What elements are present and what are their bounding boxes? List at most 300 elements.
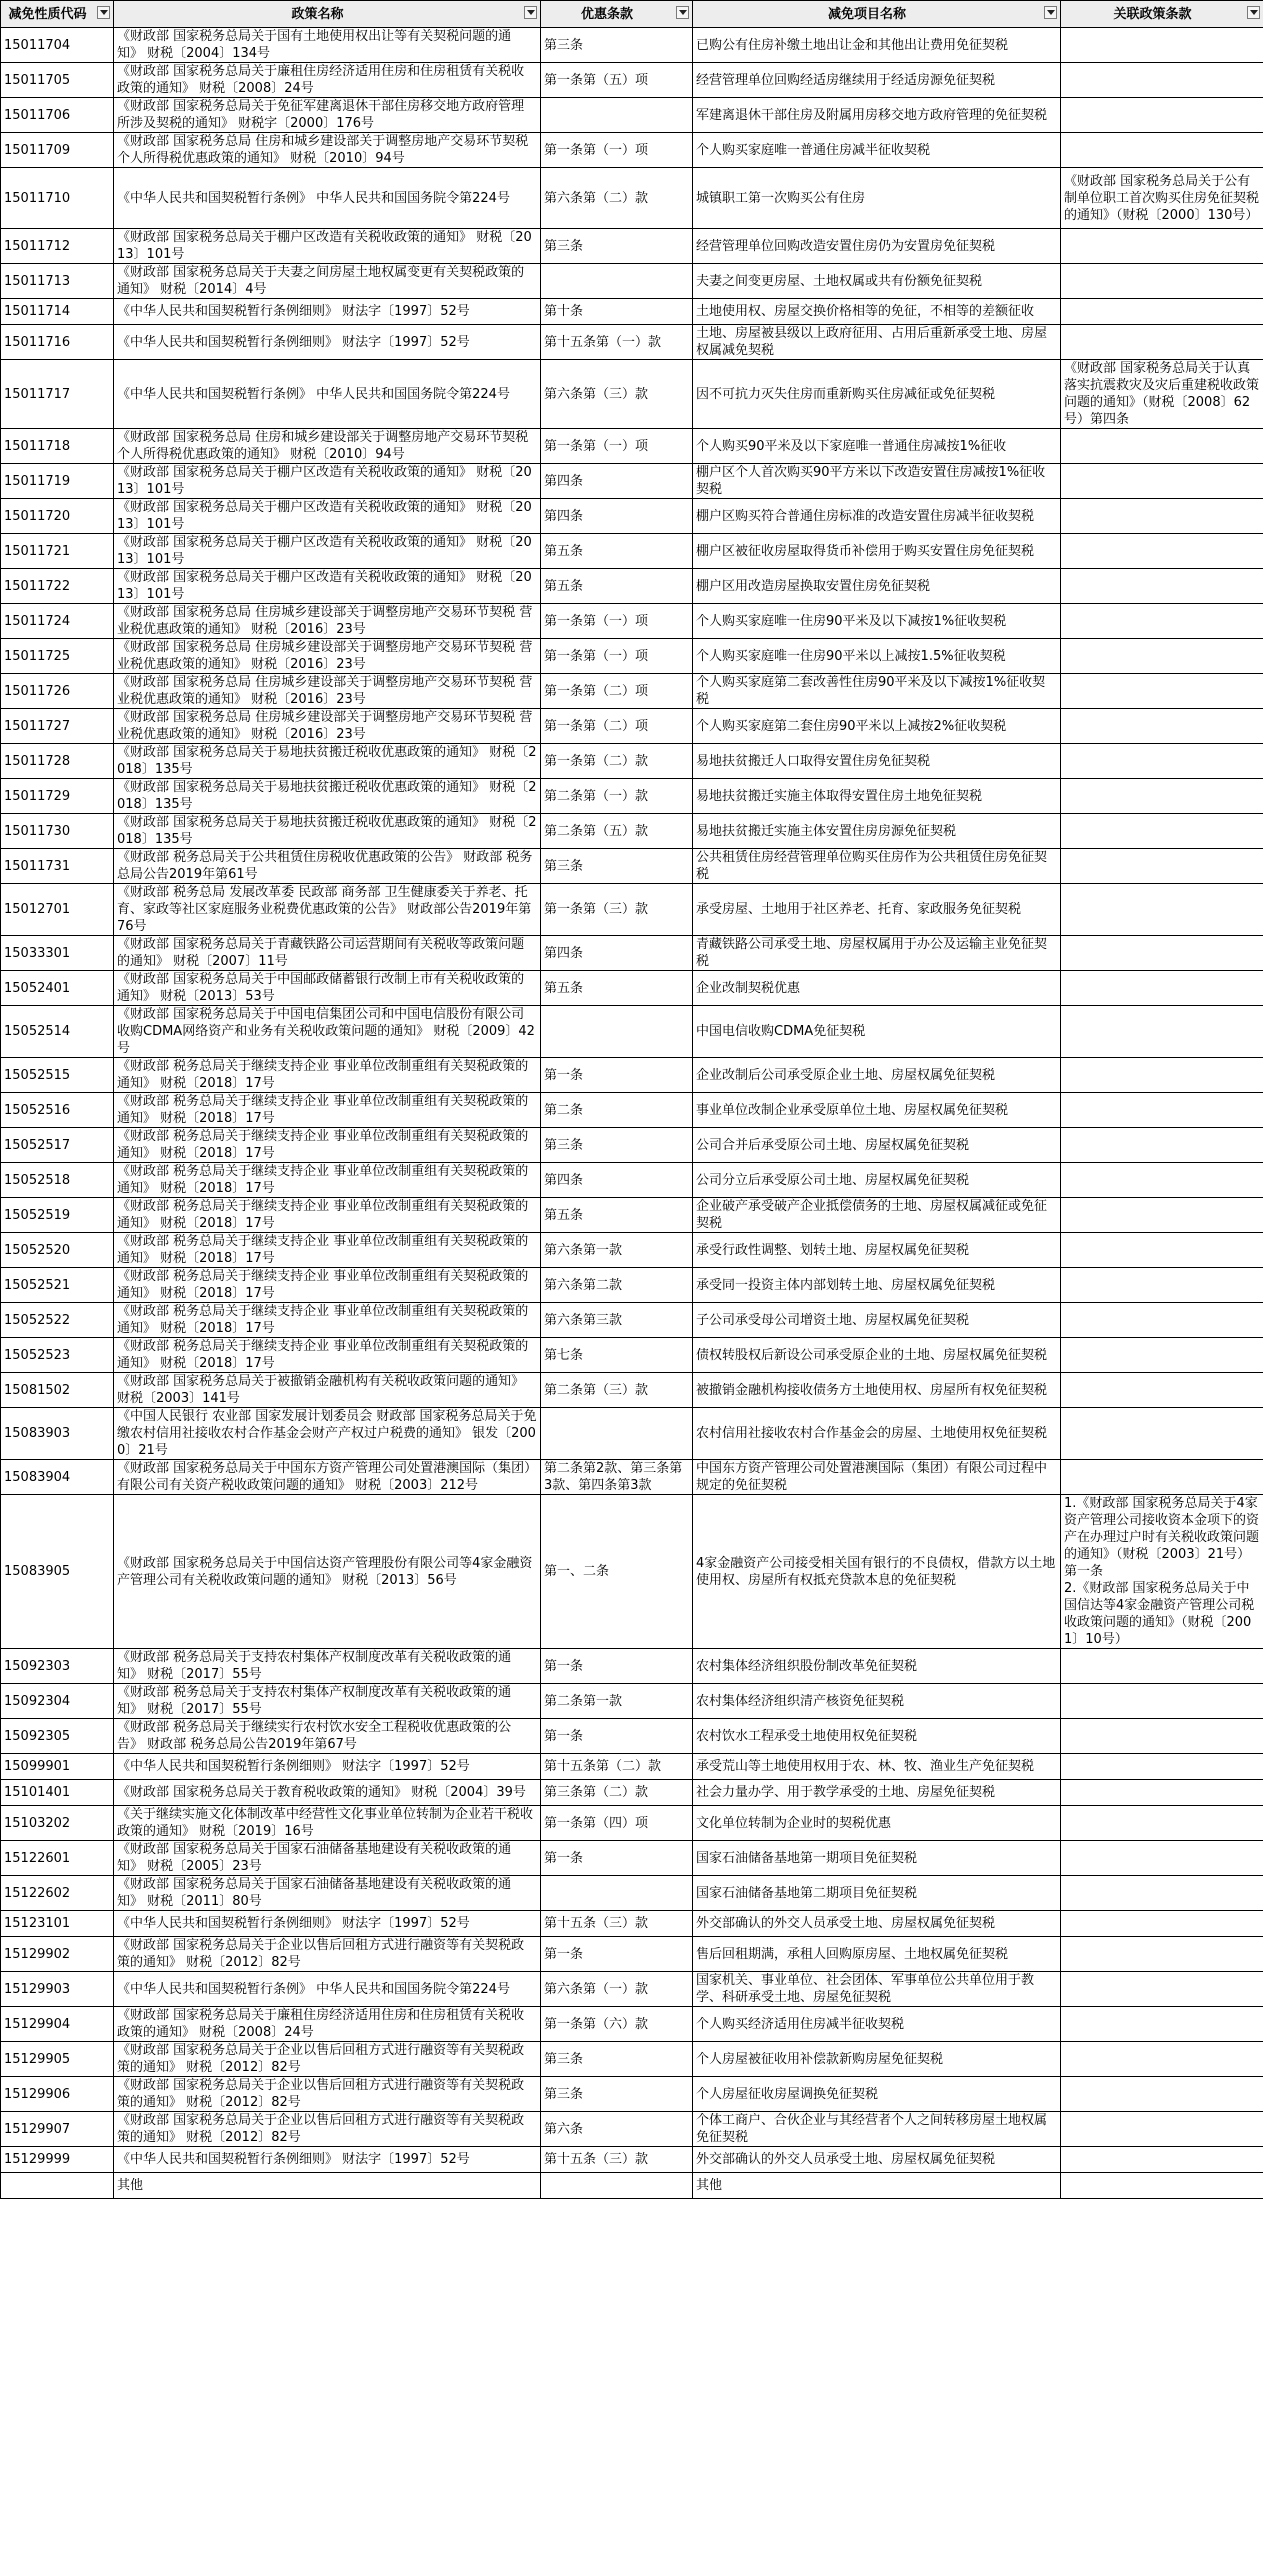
cell-item-name[interactable]: 城镇职工第一次购买公有住房 bbox=[693, 168, 1061, 229]
cell-code[interactable]: 15129907 bbox=[1, 2112, 114, 2147]
cell-related-policy[interactable] bbox=[1061, 814, 1263, 849]
cell-policy-name[interactable]: 《财政部 税务总局关于支持农村集体产权制度改革有关税收政策的通知》 财税〔2017〕55号 bbox=[114, 1684, 541, 1719]
cell-item-name[interactable]: 国家机关、事业单位、社会团体、军事单位公共单位用于教学、科研承受土地、房屋免征契税 bbox=[693, 1972, 1061, 2007]
cell-clause[interactable]: 第三条 bbox=[541, 1128, 693, 1163]
cell-code[interactable]: 15011729 bbox=[1, 779, 114, 814]
cell-code[interactable]: 15011716 bbox=[1, 325, 114, 360]
cell-clause[interactable]: 第四条 bbox=[541, 499, 693, 534]
cell-clause[interactable]: 第一条第（二）项 bbox=[541, 709, 693, 744]
cell-item-name[interactable]: 农村饮水工程承受土地使用权免征契税 bbox=[693, 1719, 1061, 1754]
cell-clause[interactable]: 第一条第（二）款 bbox=[541, 744, 693, 779]
cell-policy-name[interactable]: 《财政部 国家税务总局关于棚户区改造有关税收政策的通知》 财税〔2013〕101号 bbox=[114, 569, 541, 604]
cell-policy-name[interactable]: 《财政部 税务总局关于继续支持企业 事业单位改制重组有关契税政策的通知》 财税〔2018〕17号 bbox=[114, 1233, 541, 1268]
cell-related-policy[interactable] bbox=[1061, 1128, 1263, 1163]
table-row bbox=[1, 744, 1263, 779]
filter-dropdown-icon[interactable] bbox=[524, 6, 537, 19]
filter-dropdown-icon[interactable] bbox=[97, 6, 110, 19]
cell-item-name[interactable]: 承受房屋、土地用于社区养老、托育、家政服务免征契税 bbox=[693, 884, 1061, 936]
cell-code[interactable]: 15011717 bbox=[1, 360, 114, 429]
cell-code[interactable]: 15052515 bbox=[1, 1058, 114, 1093]
cell-code[interactable]: 15011713 bbox=[1, 264, 114, 299]
cell-item-name[interactable]: 土地使用权、房屋交换价格相等的免征，不相等的差额征收 bbox=[693, 299, 1061, 325]
cell-related-policy[interactable] bbox=[1061, 674, 1263, 709]
cell-clause[interactable]: 第十五条（三）款 bbox=[541, 2147, 693, 2173]
filter-dropdown-icon[interactable] bbox=[1247, 6, 1260, 19]
cell-clause[interactable]: 第三条 bbox=[541, 2077, 693, 2112]
cell-policy-name[interactable]: 《财政部 税务总局关于继续支持企业 事业单位改制重组有关契税政策的通知》 财税〔2018〕17号 bbox=[114, 1058, 541, 1093]
cell-clause[interactable]: 第六条第二款 bbox=[541, 1268, 693, 1303]
cell-clause[interactable]: 第六条第（一）款 bbox=[541, 1972, 693, 2007]
cell-clause[interactable]: 第六条第一款 bbox=[541, 1233, 693, 1268]
cell-clause[interactable] bbox=[541, 98, 693, 133]
cell-policy-name[interactable]: 《财政部 国家税务总局关于国家石油储备基地建设有关税收政策的通知》 财税〔2011〕80号 bbox=[114, 1876, 541, 1911]
cell-related-policy[interactable] bbox=[1061, 1198, 1263, 1233]
cell-item-name[interactable]: 公司合并后承受原公司土地、房屋权属免征契税 bbox=[693, 1128, 1061, 1163]
cell-item-name[interactable]: 经营管理单位回购改造安置住房仍为安置房免征契税 bbox=[693, 229, 1061, 264]
cell-policy-name[interactable]: 《中华人民共和国契税暂行条例》 中华人民共和国国务院令第224号 bbox=[114, 360, 541, 429]
cell-related-policy[interactable] bbox=[1061, 2112, 1263, 2147]
cell-item-name[interactable]: 夫妻之间变更房屋、土地权属或共有份额免征契税 bbox=[693, 264, 1061, 299]
cell-code[interactable]: 15011720 bbox=[1, 499, 114, 534]
cell-policy-name[interactable]: 《财政部 国家税务总局关于夫妻之间房屋土地权属变更有关契税政策的通知》 财税〔2014〕4号 bbox=[114, 264, 541, 299]
cell-code[interactable]: 15083905 bbox=[1, 1495, 114, 1649]
cell-policy-name[interactable]: 《财政部 税务总局关于继续支持企业 事业单位改制重组有关契税政策的通知》 财税〔2018〕17号 bbox=[114, 1268, 541, 1303]
table-row bbox=[1, 1006, 1263, 1058]
cell-code[interactable]: 15011731 bbox=[1, 849, 114, 884]
cell-clause[interactable]: 第一条第（二）项 bbox=[541, 674, 693, 709]
cell-policy-name[interactable]: 《财政部 国家税务总局关于青藏铁路公司运营期间有关税收等政策问题的通知》 财税〔2007〕11号 bbox=[114, 936, 541, 971]
cell-clause[interactable]: 第二条第一款 bbox=[541, 1684, 693, 1719]
cell-item-name[interactable]: 承受同一投资主体内部划转土地、房屋权属免征契税 bbox=[693, 1268, 1061, 1303]
cell-code[interactable]: 15052401 bbox=[1, 971, 114, 1006]
cell-related-policy[interactable] bbox=[1061, 1460, 1263, 1495]
cell-item-name[interactable]: 国家石油储备基地第一期项目免征契税 bbox=[693, 1841, 1061, 1876]
cell-related-policy[interactable] bbox=[1061, 1876, 1263, 1911]
cell-policy-name[interactable]: 《财政部 国家税务总局关于棚户区改造有关税收政策的通知》 财税〔2013〕101号 bbox=[114, 499, 541, 534]
cell-item-name[interactable]: 企业破产承受破产企业抵偿债务的土地、房屋权属减征或免征契税 bbox=[693, 1198, 1061, 1233]
cell-policy-name[interactable]: 《财政部 国家税务总局关于廉租住房经济适用住房和住房租赁有关税收政策的通知》 财税〔2008〕24号 bbox=[114, 63, 541, 98]
cell-policy-name[interactable]: 《中华人民共和国契税暂行条例细则》 财法字〔1997〕52号 bbox=[114, 1911, 541, 1937]
cell-clause[interactable]: 第七条 bbox=[541, 1338, 693, 1373]
cell-related-policy[interactable] bbox=[1061, 884, 1263, 936]
cell-policy-name[interactable]: 《财政部 税务总局关于继续实行农村饮水安全工程税收优惠政策的公告》 财政部 税务总局公告2019年第67号 bbox=[114, 1719, 541, 1754]
cell-policy-name[interactable]: 《财政部 国家税务总局关于棚户区改造有关税收政策的通知》 财税〔2013〕101号 bbox=[114, 229, 541, 264]
cell-code[interactable]: 15101401 bbox=[1, 1780, 114, 1806]
cell-policy-name[interactable]: 《中华人民共和国契税暂行条例》 中华人民共和国国务院令第224号 bbox=[114, 168, 541, 229]
cell-clause[interactable] bbox=[541, 2173, 693, 2199]
cell-related-policy[interactable] bbox=[1061, 1684, 1263, 1719]
cell-related-policy[interactable] bbox=[1061, 63, 1263, 98]
cell-policy-name[interactable]: 《财政部 国家税务总局关于教育税收政策的通知》 财税〔2004〕39号 bbox=[114, 1780, 541, 1806]
cell-policy-name[interactable]: 《财政部 税务总局 发展改革委 民政部 商务部 卫生健康委关于养老、托育、家政等社区家庭服务业税费优惠政策的公告》 财政部公告2019年第76号 bbox=[114, 884, 541, 936]
cell-policy-name[interactable]: 《财政部 国家税务总局关于廉租住房经济适用住房和住房租赁有关税收政策的通知》 财税〔2008〕24号 bbox=[114, 2007, 541, 2042]
cell-related-policy[interactable] bbox=[1061, 133, 1263, 168]
cell-item-name[interactable]: 因不可抗力灭失住房而重新购买住房减征或免征契税 bbox=[693, 360, 1061, 429]
cell-policy-name[interactable]: 《财政部 国家税务总局 住房城乡建设部关于调整房地产交易环节契税 营业税优惠政策的通知》 财税〔2016〕23号 bbox=[114, 674, 541, 709]
cell-code[interactable]: 15122602 bbox=[1, 1876, 114, 1911]
cell-code[interactable]: 15129999 bbox=[1, 2147, 114, 2173]
cell-policy-name[interactable]: 《中国人民银行 农业部 国家发展计划委员会 财政部 国家税务总局关于免缴农村信用社接收农村合作基金会财产产权过户税费的通知》 银发〔2000〕21号 bbox=[114, 1408, 541, 1460]
cell-related-policy[interactable] bbox=[1061, 1233, 1263, 1268]
table-row bbox=[1, 1128, 1263, 1163]
table-row bbox=[1, 1268, 1263, 1303]
cell-policy-name[interactable]: 《财政部 国家税务总局关于企业以售后回租方式进行融资等有关契税政策的通知》 财税〔2012〕82号 bbox=[114, 2112, 541, 2147]
cell-clause[interactable]: 第六条第（二）款 bbox=[541, 168, 693, 229]
cell-item-name[interactable]: 子公司承受母公司增资土地、房屋权属免征契税 bbox=[693, 1303, 1061, 1338]
cell-related-policy[interactable] bbox=[1061, 779, 1263, 814]
cell-policy-name[interactable]: 《财政部 税务总局关于继续支持企业 事业单位改制重组有关契税政策的通知》 财税〔2018〕17号 bbox=[114, 1198, 541, 1233]
cell-related-policy[interactable] bbox=[1061, 1754, 1263, 1780]
table-row bbox=[1, 464, 1263, 499]
cell-related-policy[interactable] bbox=[1061, 2077, 1263, 2112]
cell-related-policy[interactable] bbox=[1061, 98, 1263, 133]
cell-code[interactable]: 15052517 bbox=[1, 1128, 114, 1163]
cell-related-policy[interactable] bbox=[1061, 229, 1263, 264]
cell-clause[interactable]: 第五条 bbox=[541, 534, 693, 569]
cell-clause[interactable]: 第十五条（三）款 bbox=[541, 1911, 693, 1937]
cell-item-name[interactable]: 其他 bbox=[693, 2173, 1061, 2199]
cell-code[interactable]: 15011728 bbox=[1, 744, 114, 779]
cell-policy-name[interactable]: 《财政部 国家税务总局 住房和城乡建设部关于调整房地产交易环节契税个人所得税优惠政策的通知》 财税〔2010〕94号 bbox=[114, 429, 541, 464]
cell-related-policy[interactable] bbox=[1061, 1373, 1263, 1408]
cell-clause[interactable]: 第一条 bbox=[541, 1937, 693, 1972]
cell-policy-name[interactable]: 《财政部 国家税务总局关于易地扶贫搬迁税收优惠政策的通知》 财税〔2018〕135号 bbox=[114, 779, 541, 814]
cell-policy-name[interactable]: 《财政部 国家税务总局关于易地扶贫搬迁税收优惠政策的通知》 财税〔2018〕135号 bbox=[114, 744, 541, 779]
cell-item-name[interactable]: 个人购买家庭第二套住房90平米以上减按2%征收契税 bbox=[693, 709, 1061, 744]
cell-code[interactable]: 15052519 bbox=[1, 1198, 114, 1233]
cell-item-name[interactable]: 外交部确认的外交人员承受土地、房屋权属免征契税 bbox=[693, 2147, 1061, 2173]
cell-policy-name[interactable]: 《财政部 国家税务总局关于企业以售后回租方式进行融资等有关契税政策的通知》 财税〔2012〕82号 bbox=[114, 2042, 541, 2077]
cell-clause[interactable]: 第一条 bbox=[541, 1719, 693, 1754]
cell-policy-name[interactable]: 《财政部 国家税务总局关于中国电信集团公司和中国电信股份有限公司收购CDMA网络资产和业务有关税收政策问题的通知》 财税〔2009〕42号 bbox=[114, 1006, 541, 1058]
cell-code[interactable]: 15123101 bbox=[1, 1911, 114, 1937]
cell-clause[interactable] bbox=[541, 1006, 693, 1058]
cell-clause[interactable]: 第一、二条 bbox=[541, 1495, 693, 1649]
cell-policy-name[interactable]: 《财政部 税务总局关于继续支持企业 事业单位改制重组有关契税政策的通知》 财税〔2018〕17号 bbox=[114, 1163, 541, 1198]
cell-code[interactable]: 15083903 bbox=[1, 1408, 114, 1460]
cell-clause[interactable]: 第一条第（四）项 bbox=[541, 1806, 693, 1841]
cell-item-name[interactable]: 个人购买家庭唯一住房90平米及以下减按1%征收契税 bbox=[693, 604, 1061, 639]
cell-code[interactable]: 15052521 bbox=[1, 1268, 114, 1303]
cell-policy-name[interactable]: 《财政部 国家税务总局 住房城乡建设部关于调整房地产交易环节契税 营业税优惠政策的通知》 财税〔2016〕23号 bbox=[114, 604, 541, 639]
cell-policy-name[interactable]: 《财政部 税务总局关于公共租赁住房税收优惠政策的公告》 财政部 税务总局公告2019年第61号 bbox=[114, 849, 541, 884]
cell-code[interactable]: 15011724 bbox=[1, 604, 114, 639]
cell-item-name[interactable]: 个体工商户、合伙企业与其经营者个人之间转移房屋土地权属免征契税 bbox=[693, 2112, 1061, 2147]
cell-item-name[interactable]: 外交部确认的外交人员承受土地、房屋权属免征契税 bbox=[693, 1911, 1061, 1937]
cell-related-policy[interactable] bbox=[1061, 1841, 1263, 1876]
cell-clause[interactable] bbox=[541, 1876, 693, 1911]
cell-clause[interactable]: 第一条第（一）项 bbox=[541, 429, 693, 464]
cell-item-name[interactable]: 个人购买家庭唯一普通住房减半征收契税 bbox=[693, 133, 1061, 168]
cell-code[interactable]: 15092303 bbox=[1, 1649, 114, 1684]
cell-code[interactable]: 15129906 bbox=[1, 2077, 114, 2112]
cell-code[interactable]: 15129905 bbox=[1, 2042, 114, 2077]
cell-related-policy[interactable] bbox=[1061, 1911, 1263, 1937]
cell-clause[interactable]: 第五条 bbox=[541, 569, 693, 604]
cell-related-policy[interactable] bbox=[1061, 1719, 1263, 1754]
cell-code[interactable]: 15011705 bbox=[1, 63, 114, 98]
cell-policy-name[interactable]: 《财政部 国家税务总局关于国家石油储备基地建设有关税收政策的通知》 财税〔2005〕23号 bbox=[114, 1841, 541, 1876]
cell-clause[interactable]: 第二条第（一）款 bbox=[541, 779, 693, 814]
cell-item-name[interactable]: 易地扶贫搬迁实施主体取得安置住房土地免征契税 bbox=[693, 779, 1061, 814]
cell-clause[interactable]: 第二条第（三）款 bbox=[541, 1373, 693, 1408]
cell-clause[interactable]: 第一条 bbox=[541, 1841, 693, 1876]
cell-item-name[interactable]: 棚户区个人首次购买90平方米以下改造安置住房减按1%征收契税 bbox=[693, 464, 1061, 499]
cell-clause[interactable]: 第二条第2款、第三条第3款、第四条第3款 bbox=[541, 1460, 693, 1495]
cell-clause[interactable]: 第一条第（六）款 bbox=[541, 2007, 693, 2042]
cell-item-name[interactable]: 承受行政性调整、划转土地、房屋权属免征契税 bbox=[693, 1233, 1061, 1268]
cell-related-policy[interactable] bbox=[1061, 744, 1263, 779]
cell-related-policy[interactable] bbox=[1061, 1780, 1263, 1806]
cell-item-name[interactable]: 个人购买90平米及以下家庭唯一普通住房减按1%征收 bbox=[693, 429, 1061, 464]
cell-code[interactable]: 15129902 bbox=[1, 1937, 114, 1972]
cell-clause[interactable]: 第四条 bbox=[541, 464, 693, 499]
cell-item-name[interactable]: 事业单位改制企业承受原单位土地、房屋权属免征契税 bbox=[693, 1093, 1061, 1128]
cell-clause[interactable]: 第三条 bbox=[541, 229, 693, 264]
cell-code[interactable]: 15011706 bbox=[1, 98, 114, 133]
cell-code[interactable]: 15011725 bbox=[1, 639, 114, 674]
filter-dropdown-icon[interactable] bbox=[1044, 6, 1057, 19]
cell-item-name[interactable]: 青藏铁路公司承受土地、房屋权属用于办公及运输主业免征契税 bbox=[693, 936, 1061, 971]
cell-code[interactable]: 15011718 bbox=[1, 429, 114, 464]
cell-clause[interactable]: 第四条 bbox=[541, 1163, 693, 1198]
cell-code[interactable]: 15052518 bbox=[1, 1163, 114, 1198]
cell-clause[interactable]: 第一条第（三）款 bbox=[541, 884, 693, 936]
cell-policy-name[interactable]: 《财政部 国家税务总局关于中国信达资产管理股份有限公司等4家金融资产管理公司有关税收政策问题的通知》 财税〔2013〕56号 bbox=[114, 1495, 541, 1649]
cell-code[interactable]: 15011721 bbox=[1, 534, 114, 569]
cell-policy-name[interactable]: 《中华人民共和国契税暂行条例》 中华人民共和国国务院令第224号 bbox=[114, 1972, 541, 2007]
table-row bbox=[1, 2147, 1263, 2173]
cell-code[interactable]: 15011704 bbox=[1, 28, 114, 63]
cell-item-name[interactable]: 个人房屋被征收用补偿款新购房屋免征契税 bbox=[693, 2042, 1061, 2077]
cell-item-name[interactable]: 公司分立后承受原公司土地、房屋权属免征契税 bbox=[693, 1163, 1061, 1198]
cell-clause[interactable]: 第六条第三款 bbox=[541, 1303, 693, 1338]
cell-item-name[interactable]: 承受荒山等土地使用权用于农、林、牧、渔业生产免征契税 bbox=[693, 1754, 1061, 1780]
cell-policy-name[interactable]: 《财政部 税务总局关于支持农村集体产权制度改革有关税收政策的通知》 财税〔2017〕55号 bbox=[114, 1649, 541, 1684]
cell-related-policy[interactable] bbox=[1061, 936, 1263, 971]
cell-code[interactable]: 15129904 bbox=[1, 2007, 114, 2042]
cell-related-policy[interactable] bbox=[1061, 1408, 1263, 1460]
cell-clause[interactable]: 第十五条第（一）款 bbox=[541, 325, 693, 360]
cell-code[interactable]: 15052520 bbox=[1, 1233, 114, 1268]
cell-related-policy[interactable] bbox=[1061, 534, 1263, 569]
cell-code[interactable]: 15011712 bbox=[1, 229, 114, 264]
cell-item-name[interactable]: 军建离退休干部住房及附属用房移交地方政府管理的免征契税 bbox=[693, 98, 1061, 133]
cell-clause[interactable]: 第五条 bbox=[541, 1198, 693, 1233]
cell-related-policy[interactable] bbox=[1061, 849, 1263, 884]
cell-related-policy[interactable] bbox=[1061, 569, 1263, 604]
cell-code[interactable]: 15011726 bbox=[1, 674, 114, 709]
cell-policy-name[interactable]: 《财政部 国家税务总局 住房城乡建设部关于调整房地产交易环节契税 营业税优惠政策的通知》 财税〔2016〕23号 bbox=[114, 709, 541, 744]
cell-policy-name[interactable]: 《中华人民共和国契税暂行条例细则》 财法字〔1997〕52号 bbox=[114, 1754, 541, 1780]
cell-policy-name[interactable]: 其他 bbox=[114, 2173, 541, 2199]
cell-related-policy[interactable] bbox=[1061, 971, 1263, 1006]
table-row bbox=[1, 604, 1263, 639]
cell-item-name[interactable]: 个人购买经济适用住房减半征收契税 bbox=[693, 2007, 1061, 2042]
cell-related-policy[interactable]: 1.《财政部 国家税务总局关于4家资产管理公司接收资本金项下的资产在办理过户时有关税收政策问题的通知》（财税〔2003〕21号）第一条 2.《财政部 国家税务总局关于中国信达等4家金融资产管理公司税收政策问题的通知》（财税〔2001〕10号） bbox=[1061, 1495, 1263, 1649]
cell-related-policy[interactable] bbox=[1061, 299, 1263, 325]
cell-related-policy[interactable] bbox=[1061, 1163, 1263, 1198]
cell-item-name[interactable]: 企业改制契税优惠 bbox=[693, 971, 1061, 1006]
cell-related-policy[interactable] bbox=[1061, 2147, 1263, 2173]
cell-related-policy[interactable] bbox=[1061, 1006, 1263, 1058]
cell-item-name[interactable]: 个人购买家庭唯一住房90平米以上减按1.5%征收契税 bbox=[693, 639, 1061, 674]
cell-policy-name[interactable]: 《关于继续实施文化体制改革中经营性文化事业单位转制为企业若干税收政策的通知》 财税〔2019〕16号 bbox=[114, 1806, 541, 1841]
cell-code[interactable]: 15012701 bbox=[1, 884, 114, 936]
cell-code[interactable]: 15033301 bbox=[1, 936, 114, 971]
cell-policy-name[interactable]: 《财政部 国家税务总局关于棚户区改造有关税收政策的通知》 财税〔2013〕101号 bbox=[114, 464, 541, 499]
cell-code[interactable]: 15122601 bbox=[1, 1841, 114, 1876]
cell-policy-name[interactable]: 《财政部 国家税务总局 住房和城乡建设部关于调整房地产交易环节契税个人所得税优惠政策的通知》 财税〔2010〕94号 bbox=[114, 133, 541, 168]
cell-item-name[interactable]: 中国东方资产管理公司处置港澳国际（集团）有限公司过程中规定的免征契税 bbox=[693, 1460, 1061, 1495]
cell-code[interactable]: 15052516 bbox=[1, 1093, 114, 1128]
cell-policy-name[interactable]: 《财政部 国家税务总局关于易地扶贫搬迁税收优惠政策的通知》 财税〔2018〕135号 bbox=[114, 814, 541, 849]
cell-policy-name[interactable]: 《中华人民共和国契税暂行条例细则》 财法字〔1997〕52号 bbox=[114, 2147, 541, 2173]
cell-code[interactable]: 15081502 bbox=[1, 1373, 114, 1408]
cell-item-name[interactable]: 被撤销金融机构接收债务方土地使用权、房屋所有权免征契税 bbox=[693, 1373, 1061, 1408]
cell-code[interactable]: 15011709 bbox=[1, 133, 114, 168]
cell-code[interactable]: 15052523 bbox=[1, 1338, 114, 1373]
cell-code[interactable]: 15011722 bbox=[1, 569, 114, 604]
cell-related-policy[interactable] bbox=[1061, 499, 1263, 534]
cell-code[interactable]: 15011730 bbox=[1, 814, 114, 849]
cell-policy-name[interactable]: 《财政部 国家税务总局关于被撤销金融机构有关税收政策问题的通知》 财税〔2003〕141号 bbox=[114, 1373, 541, 1408]
cell-policy-name[interactable]: 《财政部 国家税务总局关于国有土地使用权出让等有关契税问题的通知》 财税〔2004〕134号 bbox=[114, 28, 541, 63]
cell-clause[interactable]: 第十五条第（二）款 bbox=[541, 1754, 693, 1780]
cell-code[interactable]: 15052514 bbox=[1, 1006, 114, 1058]
cell-code[interactable]: 15092305 bbox=[1, 1719, 114, 1754]
cell-code[interactable]: 15011727 bbox=[1, 709, 114, 744]
cell-clause[interactable]: 第五条 bbox=[541, 971, 693, 1006]
cell-related-policy[interactable] bbox=[1061, 1058, 1263, 1093]
cell-policy-name[interactable]: 《财政部 国家税务总局关于免征军建离退休干部住房移交地方政府管理所涉及契税的通知》 财税字〔2000〕176号 bbox=[114, 98, 541, 133]
cell-code[interactable]: 15103202 bbox=[1, 1806, 114, 1841]
cell-clause[interactable]: 第三条第（二）款 bbox=[541, 1780, 693, 1806]
cell-related-policy[interactable] bbox=[1061, 28, 1263, 63]
cell-clause[interactable]: 第一条第（一）项 bbox=[541, 639, 693, 674]
cell-item-name[interactable]: 易地扶贫搬迁实施主体安置住房房源免征契税 bbox=[693, 814, 1061, 849]
cell-policy-name[interactable]: 《财政部 税务总局关于继续支持企业 事业单位改制重组有关契税政策的通知》 财税〔2018〕17号 bbox=[114, 1303, 541, 1338]
cell-item-name[interactable]: 农村集体经济组织清产核资免征契税 bbox=[693, 1684, 1061, 1719]
cell-item-name[interactable]: 公共租赁住房经营管理单位购买住房作为公共租赁住房免征契税 bbox=[693, 849, 1061, 884]
cell-clause[interactable]: 第六条 bbox=[541, 2112, 693, 2147]
cell-related-policy[interactable] bbox=[1061, 1649, 1263, 1684]
cell-related-policy[interactable] bbox=[1061, 1338, 1263, 1373]
cell-related-policy[interactable] bbox=[1061, 1093, 1263, 1128]
cell-related-policy[interactable] bbox=[1061, 1806, 1263, 1841]
cell-policy-name[interactable]: 《财政部 国家税务总局 住房城乡建设部关于调整房地产交易环节契税 营业税优惠政策的通知》 财税〔2016〕23号 bbox=[114, 639, 541, 674]
cell-item-name[interactable]: 易地扶贫搬迁人口取得安置住房免征契税 bbox=[693, 744, 1061, 779]
cell-related-policy[interactable] bbox=[1061, 1303, 1263, 1338]
cell-item-name[interactable]: 售后回租期满，承租人回购原房屋、土地权属免征契税 bbox=[693, 1937, 1061, 1972]
cell-item-name[interactable]: 棚户区被征收房屋取得货币补偿用于购买安置住房免征契税 bbox=[693, 534, 1061, 569]
cell-code[interactable]: 15129903 bbox=[1, 1972, 114, 2007]
cell-related-policy[interactable] bbox=[1061, 2042, 1263, 2077]
cell-code[interactable]: 15011719 bbox=[1, 464, 114, 499]
cell-policy-name[interactable]: 《财政部 国家税务总局关于企业以售后回租方式进行融资等有关契税政策的通知》 财税〔2012〕82号 bbox=[114, 2077, 541, 2112]
cell-related-policy[interactable] bbox=[1061, 1937, 1263, 1972]
cell-code[interactable] bbox=[1, 2173, 114, 2199]
cell-policy-name[interactable]: 《财政部 国家税务总局关于企业以售后回租方式进行融资等有关契税政策的通知》 财税〔2012〕82号 bbox=[114, 1937, 541, 1972]
cell-clause[interactable]: 第一条 bbox=[541, 1058, 693, 1093]
cell-clause[interactable]: 第一条第（一）项 bbox=[541, 604, 693, 639]
cell-clause[interactable]: 第二条 bbox=[541, 1093, 693, 1128]
cell-item-name[interactable]: 经营管理单位回购经适房继续用于经适房源免征契税 bbox=[693, 63, 1061, 98]
cell-item-name[interactable]: 农村信用社接收农村合作基金会的房屋、土地使用权免征契税 bbox=[693, 1408, 1061, 1460]
cell-clause[interactable]: 第一条第（五）项 bbox=[541, 63, 693, 98]
cell-policy-name[interactable]: 《财政部 税务总局关于继续支持企业 事业单位改制重组有关契税政策的通知》 财税〔2018〕17号 bbox=[114, 1128, 541, 1163]
cell-clause[interactable] bbox=[541, 264, 693, 299]
table-row bbox=[1, 325, 1263, 360]
table-row bbox=[1, 360, 1263, 429]
cell-policy-name[interactable]: 《财政部 国家税务总局关于中国邮政储蓄银行改制上市有关税收政策的通知》 财税〔2013〕53号 bbox=[114, 971, 541, 1006]
cell-item-name[interactable]: 企业改制后公司承受原企业土地、房屋权属免征契税 bbox=[693, 1058, 1061, 1093]
cell-clause[interactable]: 第四条 bbox=[541, 936, 693, 971]
table-row bbox=[1, 1719, 1263, 1754]
cell-item-name[interactable]: 个人购买家庭第二套改善性住房90平米及以下减按1%征收契税 bbox=[693, 674, 1061, 709]
cell-item-name[interactable]: 棚户区购买符合普通住房标准的改造安置住房减半征收契税 bbox=[693, 499, 1061, 534]
cell-related-policy[interactable] bbox=[1061, 639, 1263, 674]
cell-clause[interactable]: 第六条第（三）款 bbox=[541, 360, 693, 429]
cell-clause[interactable]: 第一条 bbox=[541, 1649, 693, 1684]
cell-related-policy[interactable]: 《财政部 国家税务总局关于认真落实抗震救灾及灾后重建税收政策问题的通知》（财税〔2008〕62号）第四条 bbox=[1061, 360, 1263, 429]
cell-item-name[interactable]: 土地、房屋被县级以上政府征用、占用后重新承受土地、房屋权属减免契税 bbox=[693, 325, 1061, 360]
cell-clause[interactable]: 第三条 bbox=[541, 849, 693, 884]
cell-policy-name[interactable]: 《财政部 税务总局关于继续支持企业 事业单位改制重组有关契税政策的通知》 财税〔2018〕17号 bbox=[114, 1093, 541, 1128]
cell-related-policy[interactable] bbox=[1061, 264, 1263, 299]
cell-related-policy[interactable] bbox=[1061, 429, 1263, 464]
cell-item-name[interactable]: 农村集体经济组织股份制改革免征契税 bbox=[693, 1649, 1061, 1684]
cell-item-name[interactable]: 文化单位转制为企业时的契税优惠 bbox=[693, 1806, 1061, 1841]
cell-policy-name[interactable]: 《中华人民共和国契税暂行条例细则》 财法字〔1997〕52号 bbox=[114, 325, 541, 360]
cell-related-policy[interactable] bbox=[1061, 464, 1263, 499]
cell-policy-name[interactable]: 《中华人民共和国契税暂行条例细则》 财法字〔1997〕52号 bbox=[114, 299, 541, 325]
cell-item-name[interactable]: 债权转股权后新设公司承受原企业的土地、房屋权属免征契税 bbox=[693, 1338, 1061, 1373]
cell-item-name[interactable]: 已购公有住房补缴土地出让金和其他出让费用免征契税 bbox=[693, 28, 1061, 63]
cell-item-name[interactable]: 棚户区用改造房屋换取安置住房免征契税 bbox=[693, 569, 1061, 604]
cell-related-policy[interactable] bbox=[1061, 325, 1263, 360]
cell-policy-name[interactable]: 《财政部 国家税务总局关于棚户区改造有关税收政策的通知》 财税〔2013〕101号 bbox=[114, 534, 541, 569]
cell-item-name[interactable]: 4家金融资产公司接受相关国有银行的不良债权，借款方以土地使用权、房屋所有权抵充贷款本息的免征契税 bbox=[693, 1495, 1061, 1649]
cell-clause[interactable]: 第一条第（一）项 bbox=[541, 133, 693, 168]
cell-code[interactable]: 15099901 bbox=[1, 1754, 114, 1780]
filter-dropdown-icon[interactable] bbox=[676, 6, 689, 19]
cell-clause[interactable]: 第二条第（五）款 bbox=[541, 814, 693, 849]
cell-code[interactable]: 15083904 bbox=[1, 1460, 114, 1495]
cell-clause[interactable] bbox=[541, 1408, 693, 1460]
cell-policy-name[interactable]: 《财政部 税务总局关于继续支持企业 事业单位改制重组有关契税政策的通知》 财税〔2018〕17号 bbox=[114, 1338, 541, 1373]
cell-clause[interactable]: 第十条 bbox=[541, 299, 693, 325]
cell-related-policy[interactable] bbox=[1061, 709, 1263, 744]
cell-related-policy[interactable]: 《财政部 国家税务总局关于公有制单位职工首次购买住房免征契税的通知》（财税〔2000〕130号） bbox=[1061, 168, 1263, 229]
cell-related-policy[interactable] bbox=[1061, 1268, 1263, 1303]
cell-clause[interactable]: 第三条 bbox=[541, 28, 693, 63]
cell-related-policy[interactable] bbox=[1061, 2173, 1263, 2199]
cell-policy-name[interactable]: 《财政部 国家税务总局关于中国东方资产管理公司处置港澳国际（集团）有限公司有关资产税收政策问题的通知》 财税〔2003〕212号 bbox=[114, 1460, 541, 1495]
cell-item-name[interactable]: 中国电信收购CDMA免征契税 bbox=[693, 1006, 1061, 1058]
cell-code[interactable]: 15092304 bbox=[1, 1684, 114, 1719]
cell-related-policy[interactable] bbox=[1061, 2007, 1263, 2042]
cell-clause[interactable]: 第三条 bbox=[541, 2042, 693, 2077]
cell-item-name[interactable]: 国家石油储备基地第二期项目免征契税 bbox=[693, 1876, 1061, 1911]
cell-related-policy[interactable] bbox=[1061, 604, 1263, 639]
cell-code[interactable]: 15052522 bbox=[1, 1303, 114, 1338]
cell-item-name[interactable]: 社会力量办学、用于教学承受的土地、房屋免征契税 bbox=[693, 1780, 1061, 1806]
cell-item-name[interactable]: 个人房屋征收房屋调换免征契税 bbox=[693, 2077, 1061, 2112]
cell-code[interactable]: 15011710 bbox=[1, 168, 114, 229]
cell-code[interactable]: 15011714 bbox=[1, 299, 114, 325]
cell-related-policy[interactable] bbox=[1061, 1972, 1263, 2007]
